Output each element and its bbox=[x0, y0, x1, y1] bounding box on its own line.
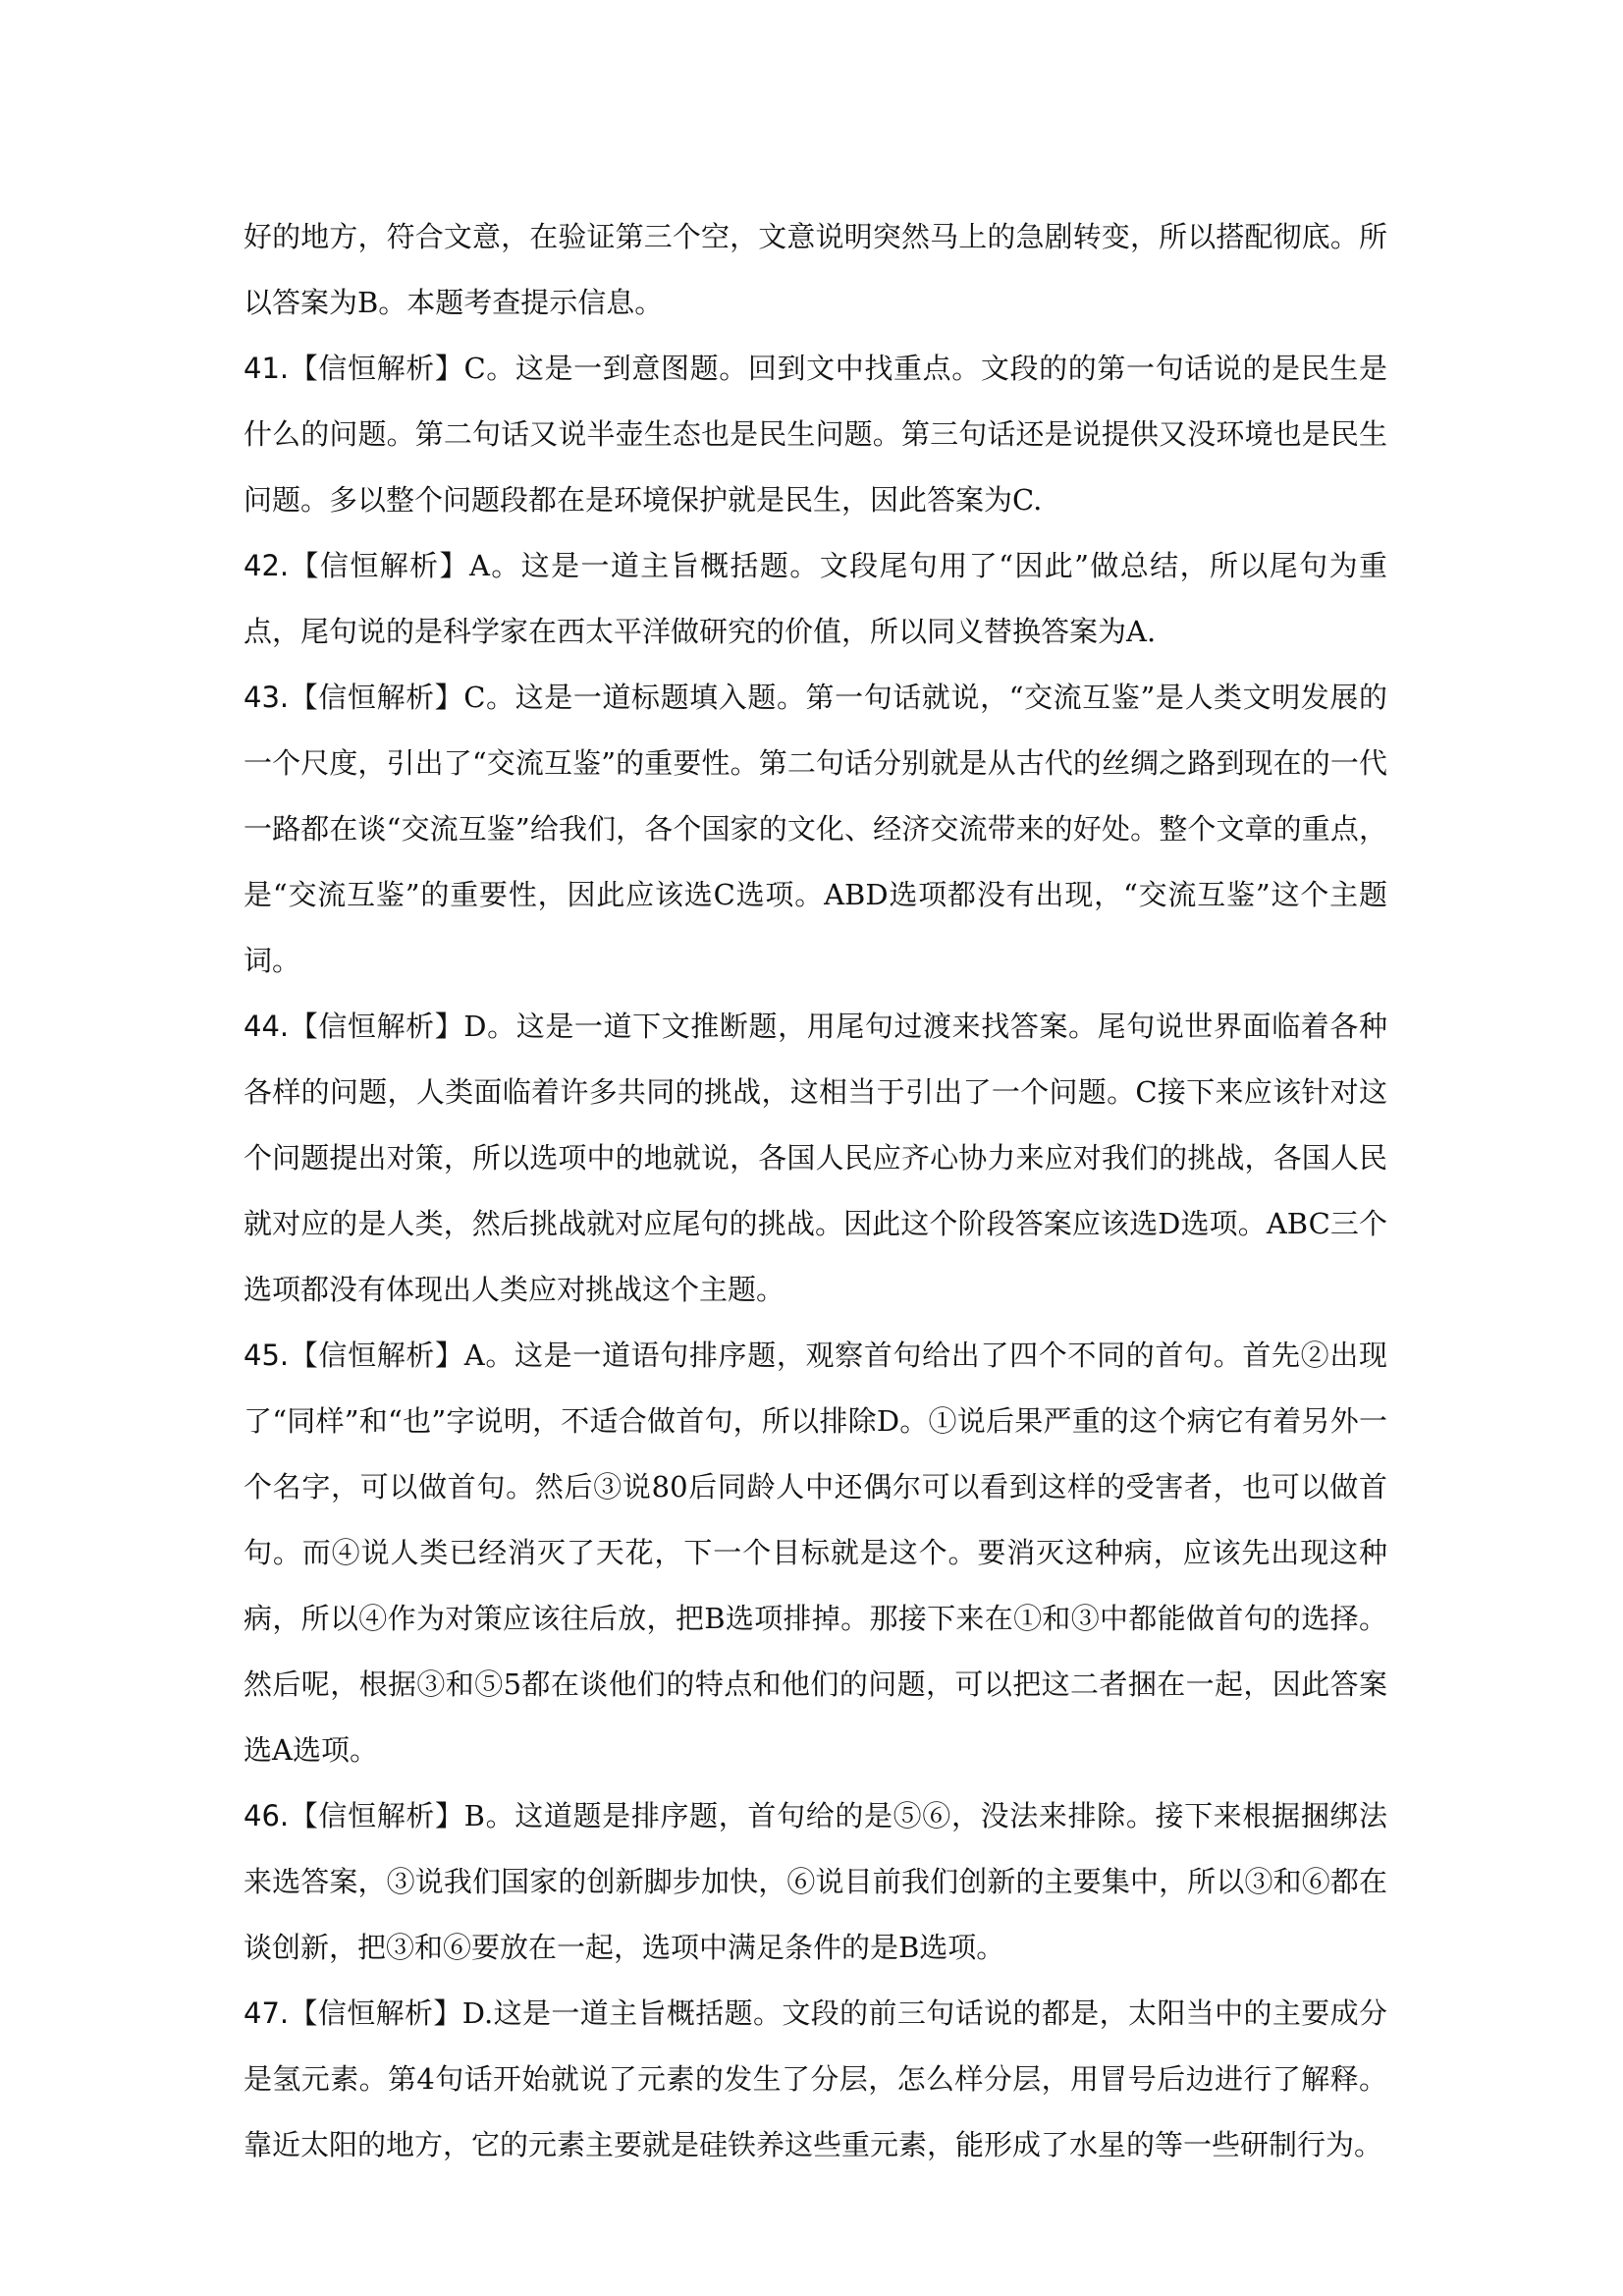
question-number: 44. bbox=[243, 1010, 290, 1043]
paragraph-text: 好的地方，符合文意，在验证第三个空，文意说明突然马上的急剧转变，所以搭配彻底。所以答案为B。本题考查提示信息。 bbox=[243, 220, 1387, 319]
analysis-tag: 【信恒解析】 bbox=[289, 1799, 464, 1832]
paragraph-text: C。这是一到意图题。回到文中找重点。文段的的第一句话说的是民生是什么的问题。第二句话又说半壶生态也是民生问题。第三句话还是说提供又没环境也是民生问题。多以整个问题段都在是环境保护就是民生，因此答案为C. bbox=[243, 352, 1387, 517]
paragraph-text: A。这是一道主旨概括题。文段尾句用了“因此”做总结，所以尾句为重点，尾句说的是科学家在西太平洋做研究的价值，所以同义替换答案为A. bbox=[243, 549, 1387, 648]
analysis-tag: 【信恒解析】 bbox=[289, 681, 464, 714]
paragraph-text: B。这道题是排序题，首句给的是⑤⑥，没法来排除。接下来根据捆绑法来选答案，③说我们国家的创新脚步加快，⑥说目前我们创新的主要集中，所以③和⑥都在谈创新，把③和⑥要放在一起，选项中满足条件的是B选项。 bbox=[243, 1799, 1387, 1964]
question-number: 47. bbox=[243, 1996, 290, 2030]
analysis-tag: 【信恒解析】 bbox=[289, 1010, 464, 1043]
question-number: 45. bbox=[243, 1339, 290, 1372]
answer-44 bbox=[243, 994, 1387, 1323]
answer-41 bbox=[243, 336, 1387, 533]
paragraph-text: D。这是一道下文推断题，用尾句过渡来找答案。尾句说世界面临着各种各样的问题，人类面临着许多共同的挑战，这相当于引出了一个问题。C接下来应该针对这个问题提出对策，所以选项中的地就说，各国人民应齐心协力来应对我们的挑战，各国人民就对应的是人类，然后挑战就对应尾句的挑战。因此这个阶段答案应该选D选项。ABC三个选项都没有体现出人类应对挑战这个主题。 bbox=[243, 1010, 1387, 1306]
analysis-tag: 【信恒解析】 bbox=[289, 1339, 464, 1372]
question-number: 42. bbox=[243, 549, 290, 582]
paragraph-text: A。这是一道语句排序题，观察首句给出了四个不同的首句。首先②出现了“同样”和“也”字说明，不适合做首句，所以排除D。①说后果严重的这个病它有着另外一个名字，可以做首句。然后③说80后同龄人中还偶尔可以看到这样的受害者，也可以做首句。而④说人类已经消灭了天花，下一个目标就是这个。要消灭这种病，应该先出现这种病，所以④作为对策应该往后放，把B选项排掉。那接下来在①和③中都能做首句的选择。然后呢，根据③和⑤5都在谈他们的特点和他们的问题，可以把这二者捆在一起，因此答案选A选项。 bbox=[243, 1339, 1387, 1767]
analysis-tag: 【信恒解析】 bbox=[289, 1996, 462, 2030]
paragraph-text: D.这是一道主旨概括题。文段的前三句话说的都是，太阳当中的主要成分是氢元素。第4句话开始就说了元素的发生了分层，怎么样分层，用冒号后边进行了解释。靠近太阳的地方，它的元素主要就是硅铁养这些重元素，能形成了水星的等一些研制行为。 bbox=[243, 1996, 1387, 2161]
answer-43 bbox=[243, 665, 1387, 994]
analysis-tag: 【信恒解析】 bbox=[289, 352, 464, 385]
document-body bbox=[243, 204, 1387, 2178]
analysis-tag: 【信恒解析】 bbox=[289, 549, 469, 582]
question-number: 41. bbox=[243, 352, 290, 385]
paragraph-text: C。这是一道标题填入题。第一句话就说，“交流互鉴”是人类文明发展的一个尺度，引出了“交流互鉴”的重要性。第二句话分别就是从古代的丝绸之路到现在的一代一路都在谈“交流互鉴”给我们，各个国家的文化、经济交流带来的好处。整个文章的重点，是“交流互鉴”的重要性，因此应该选C选项。ABD选项都没有出现，“交流互鉴”这个主题词。 bbox=[243, 681, 1387, 977]
answer-46 bbox=[243, 1783, 1387, 1981]
answer-42 bbox=[243, 533, 1387, 665]
answer-47 bbox=[243, 1981, 1387, 2178]
answer-45 bbox=[243, 1323, 1387, 1783]
question-number: 46. bbox=[243, 1799, 290, 1832]
paragraph-continuation bbox=[243, 204, 1387, 336]
question-number: 43. bbox=[243, 681, 290, 714]
